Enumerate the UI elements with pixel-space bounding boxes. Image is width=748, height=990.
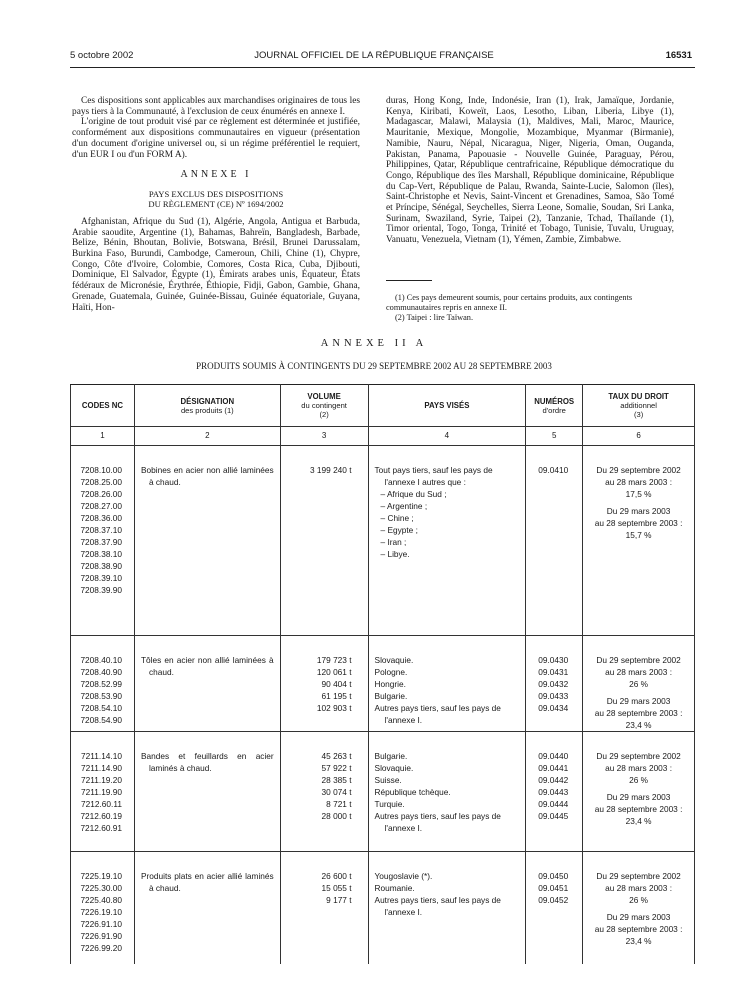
taux-rate: 26 %	[629, 775, 649, 785]
nc-code: 7211.14.90	[81, 763, 122, 773]
nc-code: 7212.60.91	[80, 823, 122, 833]
pays-cell	[368, 732, 526, 852]
taux-rate: 26 %	[629, 679, 649, 689]
nc-code: 7208.38.90	[80, 561, 122, 571]
nc-code: 7208.25.00	[80, 477, 122, 487]
volume-value: 30 074 t	[321, 787, 352, 797]
taux-period: au 28 septembre 2003 :	[594, 804, 683, 814]
pays-sub-item: – Egypte ;	[380, 525, 418, 535]
header-rule	[70, 67, 695, 68]
taux-period: au 28 mars 2003 :	[605, 477, 673, 487]
pays-cell	[368, 446, 526, 636]
pays-item: Autres pays tiers, sauf les pays de l'annexe I.	[374, 811, 501, 833]
nc-code: 7208.37.90	[80, 537, 122, 547]
pays-item: Roumanie.	[374, 883, 415, 893]
ordre-number: 09.0445	[538, 811, 569, 821]
designation-text: Bobines en acier non allié laminées à chaud.	[140, 465, 274, 487]
pays-item: Yougoslavie (*).	[374, 871, 433, 881]
volume-cell	[280, 446, 368, 636]
column-number: 2	[134, 427, 280, 446]
annex2-subtitle: PRODUITS SOUMIS À CONTINGENTS DU 29 SEPTEMBRE 2002 AU 28 SEPTEMBRE 2003	[196, 361, 552, 371]
table-row	[71, 852, 695, 964]
designation-cell	[134, 446, 280, 636]
taux-period: Du 29 septembre 2002	[596, 655, 681, 665]
column-number: 3	[280, 427, 368, 446]
pays-item: République tchèque.	[374, 787, 451, 797]
header-numeros: NUMÉROS d'ordre	[526, 385, 583, 427]
taux-rate: 23,4 %	[625, 816, 652, 826]
taux-period: Du 29 mars 2003	[606, 696, 671, 706]
ordre-number: 09.0451	[538, 883, 569, 893]
column-number: 6	[583, 427, 695, 446]
nc-code: 7208.26.00	[80, 489, 122, 499]
designation-cell	[134, 732, 280, 852]
table-row	[71, 732, 695, 852]
ordre-number: 09.0444	[538, 799, 569, 809]
ordre-number: 09.0431	[538, 667, 569, 677]
pays-cell	[368, 852, 526, 964]
ordre-number: 09.0430	[538, 655, 569, 665]
codes-cell	[71, 446, 135, 636]
taux-period: au 28 mars 2003 :	[605, 883, 673, 893]
volume-cell	[280, 732, 368, 852]
taux-rate: 17,5 %	[625, 489, 652, 499]
designation-cell	[134, 852, 280, 964]
header-journal-title: JOURNAL OFFICIEL DE LA RÉPUBLIQUE FRANÇAISE	[254, 50, 494, 61]
ordre-number: 09.0443	[538, 787, 569, 797]
taux-rate: 15,7 %	[625, 530, 652, 540]
nc-code: 7208.54.90	[80, 715, 122, 725]
pays-sub-item: – Chine ;	[380, 513, 414, 523]
ordre-number: 09.0450	[538, 871, 569, 881]
pays-item: Hongrie.	[374, 679, 406, 689]
nc-code: 7208.39.10	[80, 573, 122, 583]
quota-table	[70, 384, 695, 964]
ordre-cell	[526, 852, 583, 964]
left-column	[72, 96, 360, 313]
ordre-number: 09.0433	[538, 691, 569, 701]
volume-value: 179 723 t	[316, 655, 352, 665]
table-header-row	[71, 385, 695, 427]
pays-cell	[368, 636, 526, 732]
nc-code: 7208.27.00	[80, 501, 122, 511]
taux-rate: 23,4 %	[625, 720, 652, 730]
taux-period: Du 29 septembre 2002	[596, 751, 681, 761]
header-pays: PAYS VISÉS	[368, 385, 526, 427]
taux-cell	[583, 852, 695, 964]
ordre-cell	[526, 446, 583, 636]
nc-code: 7211.19.20	[81, 775, 122, 785]
nc-code: 7225.40.80	[80, 895, 122, 905]
page-header	[0, 50, 748, 64]
header-taux: TAUX DU DROIT additionnel (3)	[583, 385, 695, 427]
pays-item: Bulgarie.	[374, 751, 408, 761]
nc-code: 7225.19.10	[80, 871, 122, 881]
pays-main: Tout pays tiers, sauf les pays de l'annexe I autres que :	[374, 465, 493, 487]
nc-code: 7208.37.10	[80, 525, 122, 535]
nc-code: 7212.60.19	[80, 811, 122, 821]
volume-cell	[280, 852, 368, 964]
annex1-title: ANNEXE I	[180, 169, 252, 181]
taux-period: Du 29 mars 2003	[606, 912, 671, 922]
annex1-subtitle-line1: PAYS EXCLUS DES DISPOSITIONS	[148, 188, 284, 199]
designation-cell	[134, 636, 280, 732]
taux-period: Du 29 septembre 2002	[596, 465, 681, 475]
taux-period: au 28 septembre 2003 :	[594, 518, 683, 528]
nc-code: 7211.19.90	[81, 787, 122, 797]
intro-paragraph-2: L'origine de tout produit visé par ce règlement est déterminée et justifiée, conformément aux dispositions communautaires en vigueur (présentation d'un document d'origine universel ou, si un régime préférentiel le requiert, d'un EUR I ou d'un FORM A).	[72, 117, 360, 160]
ordre-number: 09.0452	[538, 895, 569, 905]
nc-code: 7208.40.90	[80, 667, 122, 677]
annex1-subtitle-line2: DU RÈGLEMENT (CE) Nº 1694/2002	[148, 198, 284, 209]
designation-text: Tôles en acier non allié laminées à chaud.	[140, 655, 274, 677]
ordre-cell	[526, 636, 583, 732]
pays-item: Suisse.	[374, 775, 402, 785]
header-page-number: 16531	[665, 50, 692, 61]
volume-value: 26 600 t	[321, 871, 352, 881]
column-number: 1	[71, 427, 135, 446]
nc-code: 7211.14.10	[81, 751, 122, 761]
nc-code: 7208.53.90	[80, 691, 122, 701]
nc-code: 7226.91.10	[80, 919, 122, 929]
volume-value: 102 903 t	[316, 703, 352, 713]
ordre-number: 09.0441	[538, 763, 569, 773]
taux-period: au 28 septembre 2003 :	[594, 924, 683, 934]
codes-cell	[71, 732, 135, 852]
footnote-rule	[386, 280, 432, 281]
taux-period: Du 29 mars 2003	[606, 506, 671, 516]
volume-value: 61 195 t	[321, 691, 352, 701]
volume-value: 3 199 240 t	[310, 465, 352, 475]
pays-item: Autres pays tiers, sauf les pays de l'annexe I.	[374, 895, 501, 917]
codes-cell	[71, 636, 135, 732]
volume-cell	[280, 636, 368, 732]
ordre-number: 09.0440	[538, 751, 569, 761]
taux-period: au 28 septembre 2003 :	[594, 708, 683, 718]
footnotes	[386, 293, 686, 323]
taux-period: au 28 mars 2003 :	[605, 667, 673, 677]
ordre-number: 09.0410	[538, 465, 569, 475]
column-number: 4	[368, 427, 526, 446]
pays-sub-item: – Afrique du Sud ;	[380, 489, 447, 499]
nc-code: 7208.39.90	[80, 585, 122, 595]
ordre-number: 09.0432	[538, 679, 569, 689]
nc-code: 7208.38.10	[80, 549, 122, 559]
taux-cell	[583, 446, 695, 636]
annex1-countries-right: duras, Hong Kong, Inde, Indonésie, Iran (1), Irak, Jamaïque, Jordanie, Kenya, Kiribati, Koweït, Laos, Lesotho, Liban, Liberia, Libye (1), Madagascar, Malawi, Malaysia (1), Maldives, Mali, Maroc, Maurice, Mauritanie, Mexique, Mongolie, Mozambique, Myanmar (Birmanie), Namibie, Nauru, Népal, Nicaragua, Niger, Nigeria, Oman, Ouganda, Pakistan, Panama, Papouasie - Nouvelle Guinée, Paraguay, Pérou, Philippines, Qatar, République centrafricaine, République démocratique du Congo, République des îles Marshall, République dominicaine, République du Cap-Vert, République de Palau, Rwanda, Sainte-Lucie, Salomon (îles), Saint-Christophe et Nevis, Saint-Vincent et Grenadines, Samoa, São Tomé et Príncipe, Sénégal, Seychelles, Sierra Leone, Somalie, Soudan, Sri Lanka, Surinam, Swaziland, Syrie, Taipei (2), Tanzanie, Tchad, Thaïlande (1), Timor oriental, Togo, Tonga, Trinité et Tobago, Tunisie, Tuvalu, Uruguay, Vanuatu, Venezuela, Vietnam (1), Yémen, Zambie, Zimbabwe.	[386, 96, 674, 246]
taux-rate: 23,4 %	[625, 936, 652, 946]
nc-code: 7208.54.10	[80, 703, 122, 713]
pays-item: Bulgarie.	[374, 691, 408, 701]
taux-period: Du 29 septembre 2002	[596, 871, 681, 881]
footnote-1: (1) Ces pays demeurent soumis, pour certains produits, aux contingents communautaires repris en annexe II.	[386, 293, 633, 312]
nc-code: 7225.30.00	[80, 883, 122, 893]
taux-period: Du 29 mars 2003	[606, 792, 671, 802]
nc-code: 7226.91.90	[80, 931, 122, 941]
codes-cell	[71, 852, 135, 964]
nc-code: 7208.40.10	[80, 655, 122, 665]
annex2-title: ANNEXE II A	[320, 338, 428, 349]
nc-code: 7208.10.00	[80, 465, 122, 475]
nc-code: 7208.36.00	[80, 513, 122, 523]
taux-cell	[583, 636, 695, 732]
header-volume: VOLUME du contingent (2)	[280, 385, 368, 427]
taux-rate: 26 %	[629, 895, 649, 905]
table-row	[71, 446, 695, 636]
intro-paragraph-1: Ces dispositions sont applicables aux marchandises originaires de tous les pays tiers à la Communauté, à l'exclusion de ceux énumérés en annexe I.	[72, 96, 360, 117]
annex1-subtitle	[72, 189, 360, 209]
nc-code: 7226.19.10	[80, 907, 122, 917]
volume-value: 90 404 t	[321, 679, 352, 689]
ordre-cell	[526, 732, 583, 852]
header-designation: DÉSIGNATION des produits (1)	[134, 385, 280, 427]
right-column	[386, 96, 674, 246]
footnote-2: (2) Taipei : lire Taïwan.	[395, 313, 474, 322]
pays-item: Slovaquie.	[374, 655, 414, 665]
column-number-row	[71, 427, 695, 446]
volume-value: 9 177 t	[326, 895, 352, 905]
volume-value: 57 922 t	[321, 763, 352, 773]
volume-value: 15 055 t	[321, 883, 352, 893]
volume-value: 120 061 t	[316, 667, 352, 677]
volume-value: 8 721 t	[326, 799, 352, 809]
pays-sub-item: – Iran ;	[380, 537, 407, 547]
nc-code: 7212.60.11	[81, 799, 122, 809]
designation-text: Produits plats en acier allié laminés à chaud.	[140, 871, 274, 893]
pays-item: Slovaquie.	[374, 763, 414, 773]
taux-cell	[583, 732, 695, 852]
ordre-number: 09.0434	[538, 703, 569, 713]
ordre-number: 09.0442	[538, 775, 569, 785]
pays-sub-item: – Argentine ;	[380, 501, 428, 511]
designation-text: Bandes et feuillards en acier laminés à chaud.	[140, 751, 274, 773]
volume-value: 45 263 t	[321, 751, 352, 761]
annex1-countries-left: Afghanistan, Afrique du Sud (1), Algérie, Angola, Antigua et Barbuda, Arabie saoudite, Argentine (1), Bahamas, Bahreïn, Bangladesh, Barbade, Belize, Bénin, Bhoutan, Bolivie, Botswana, Brésil, Brunei Darussalam, Burkina Faso, Burundi, Cambodge, Cameroun, Chili, Chine (1), Chypre, Congo, Côte d'Ivoire, Colombie, Comores, Costa Rica, Cuba, Djibouti, Dominique, El Salvador, Égypte (1), Émirats arabes unis, Équateur, États fédéraux de Micronésie, Érythrée, Éthiopie, Fidji, Gabon, Gambie, Ghana, Grenade, Guatemala, Guinée, Guinée-Bissau, Guinée équatoriale, Guyana, Haïti, Hon-	[72, 216, 360, 313]
volume-value: 28 000 t	[321, 811, 352, 821]
pays-item: Turquie.	[374, 799, 405, 809]
nc-code: 7226.99.20	[80, 943, 122, 953]
pays-item: Pologne.	[374, 667, 408, 677]
header-codes: CODES NC	[71, 385, 135, 427]
pays-item: Autres pays tiers, sauf les pays de l'annexe I.	[374, 703, 501, 725]
taux-period: au 28 mars 2003 :	[605, 763, 673, 773]
nc-code: 7208.52.99	[80, 679, 122, 689]
column-number: 5	[526, 427, 583, 446]
header-date: 5 octobre 2002	[70, 50, 134, 61]
volume-value: 28 385 t	[321, 775, 352, 785]
table-row	[71, 636, 695, 732]
pays-sub-item: – Libye.	[380, 549, 410, 559]
